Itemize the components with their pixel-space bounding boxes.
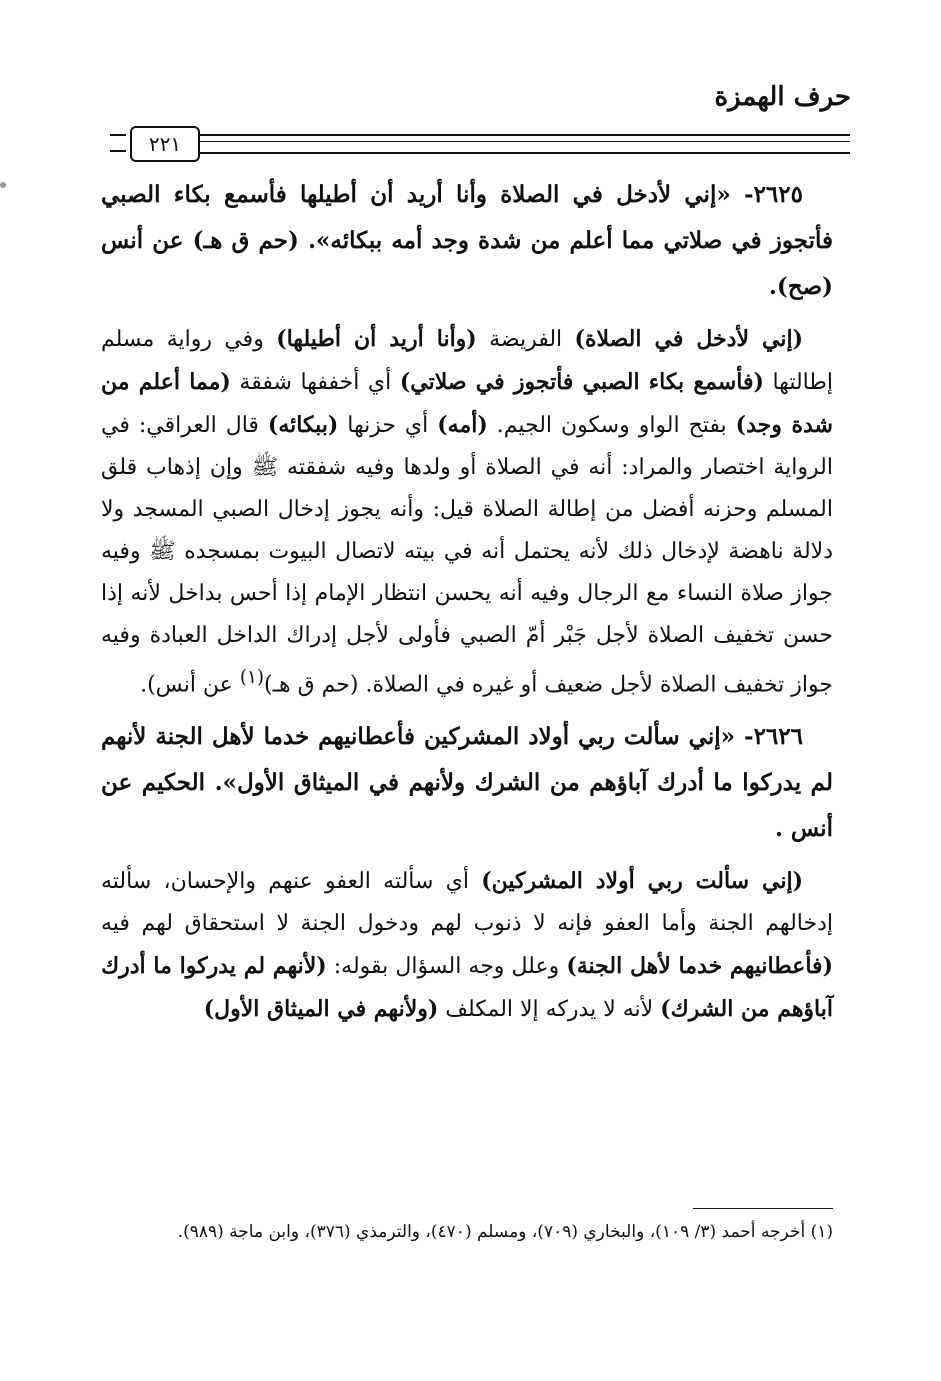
- commentary-text: أي سألته العفو عنهم والإحسان، سألته إدخالهم الجنة وأما العفو فإنه لا ذنوب لهم ودخول الجنة لا استحقاق لهم فيه: [101, 869, 833, 937]
- commentary-quote: (مما أعلم من شدة وجد): [101, 369, 833, 438]
- hadith-number: ٢٦٢٥-: [744, 181, 803, 208]
- hadith-source: الحكيم عن أنس .: [101, 769, 833, 843]
- running-title: حرف الهمزة: [714, 82, 851, 112]
- header-rule-middle-line: [200, 141, 850, 142]
- commentary-quote: (وأنا أريد أن أطيلها): [276, 326, 477, 352]
- hadith-text: «إني سألت ربي أولاد المشركين فأعطانيهم خدما لأهل الجنة لأنهم لم يدركوا ما أدرك آباؤهم من الشرك ولأنهم في الميثاق الأول».: [101, 723, 833, 797]
- commentary-quote: (إني لأدخل في الصلاة): [574, 326, 804, 352]
- commentary-quote: (فأعطانيهم خدما لأهل الجنة): [566, 953, 833, 980]
- hadith-2625: [101, 172, 833, 310]
- commentary-2625: [101, 318, 833, 706]
- commentary-text: بفتح الواو وسكون الجيم.: [487, 413, 736, 438]
- commentary-quote: (لأنهم لم يدركوا ما أدرك آباؤهم من الشرك): [101, 953, 833, 1023]
- hadith-text: «إني لأدخل في الصلاة وأنا أريد أن أطيلها فأسمع بكاء الصبي فأتجوز في صلاتي مما أعلم من شدة وجد أمه ببكائه».: [101, 181, 833, 254]
- footnote-separator: [693, 1208, 833, 1209]
- commentary-text: أي حزنها: [338, 413, 438, 438]
- commentary-quote: (ببكائه): [267, 412, 339, 438]
- commentary-text: لأنه لا يدركه إلا المكلف: [438, 997, 661, 1023]
- header-rule: [100, 126, 850, 166]
- commentary-text: الفريضة: [476, 327, 575, 352]
- footnote-reference: (١): [239, 667, 264, 688]
- hadith-source: (حم ق هـ) عن أنس (صح).: [101, 227, 833, 300]
- hadith-2626: [101, 714, 833, 852]
- footnote-1: (١) أخرجه أحمد (٣/ ١٠٩)، والبخاري (٧٠٩)، ومسلم (٤٧٠)، والترمذي (٣٧٦)، وابن ماجة (٩٨٩).: [177, 1222, 833, 1242]
- page-body: [101, 172, 833, 1039]
- commentary-quote: (فأسمع بكاء الصبي فأتجوز في صلاتي): [399, 369, 764, 395]
- commentary-text: أي أخففها شفقة: [230, 370, 400, 395]
- commentary-text: قال العراقي: في الرواية اختصار والمراد: أنه في الصلاة أو ولدها وفيه شفقته ﷺ وإن إذهاب قلق المسلم وحزنه أفضل من إطالة الصلاة قيل: وأنه يجوز إدخال الصبي المسجد ولا دلالة ناهضة لإدخال ذلك لأنه يحتمل أنه في بيته لاتصال البيوت بمسجده ﷺ وفيه جواز صلاة النساء مع الرجال وفيه أنه يحسن انتظار الإمام إذا أحس بداخل لأنه إذا حسن تخفيف الصلاة لأجل جَبْر أمّ الصبي فأولى لأجل إدراك الداخل العبادة وفيه جواز تخفيف الصلاة لأجل ضعيف أو غيره في الصلاة. (حم ق هـ): [101, 413, 833, 698]
- hadith-number: ٢٦٢٦-: [744, 723, 803, 751]
- commentary-text: عن أنس).: [140, 672, 240, 698]
- page-number: ٢٢١: [130, 126, 200, 162]
- commentary-text: وفي رواية مسلم إطالتها: [101, 327, 833, 395]
- commentary-quote: (إني سألت ربي أولاد المشركين): [481, 868, 803, 895]
- page-number-ornament: [110, 134, 126, 152]
- commentary-quote: (أمه): [437, 412, 488, 438]
- commentary-2626: [101, 860, 833, 1031]
- commentary-quote: (ولأنهم في الميثاق الأول): [203, 996, 439, 1023]
- commentary-text: وعلل وجه السؤال بقوله:: [326, 954, 567, 980]
- header-double-rule: [200, 134, 850, 154]
- scan-speck: [0, 182, 6, 188]
